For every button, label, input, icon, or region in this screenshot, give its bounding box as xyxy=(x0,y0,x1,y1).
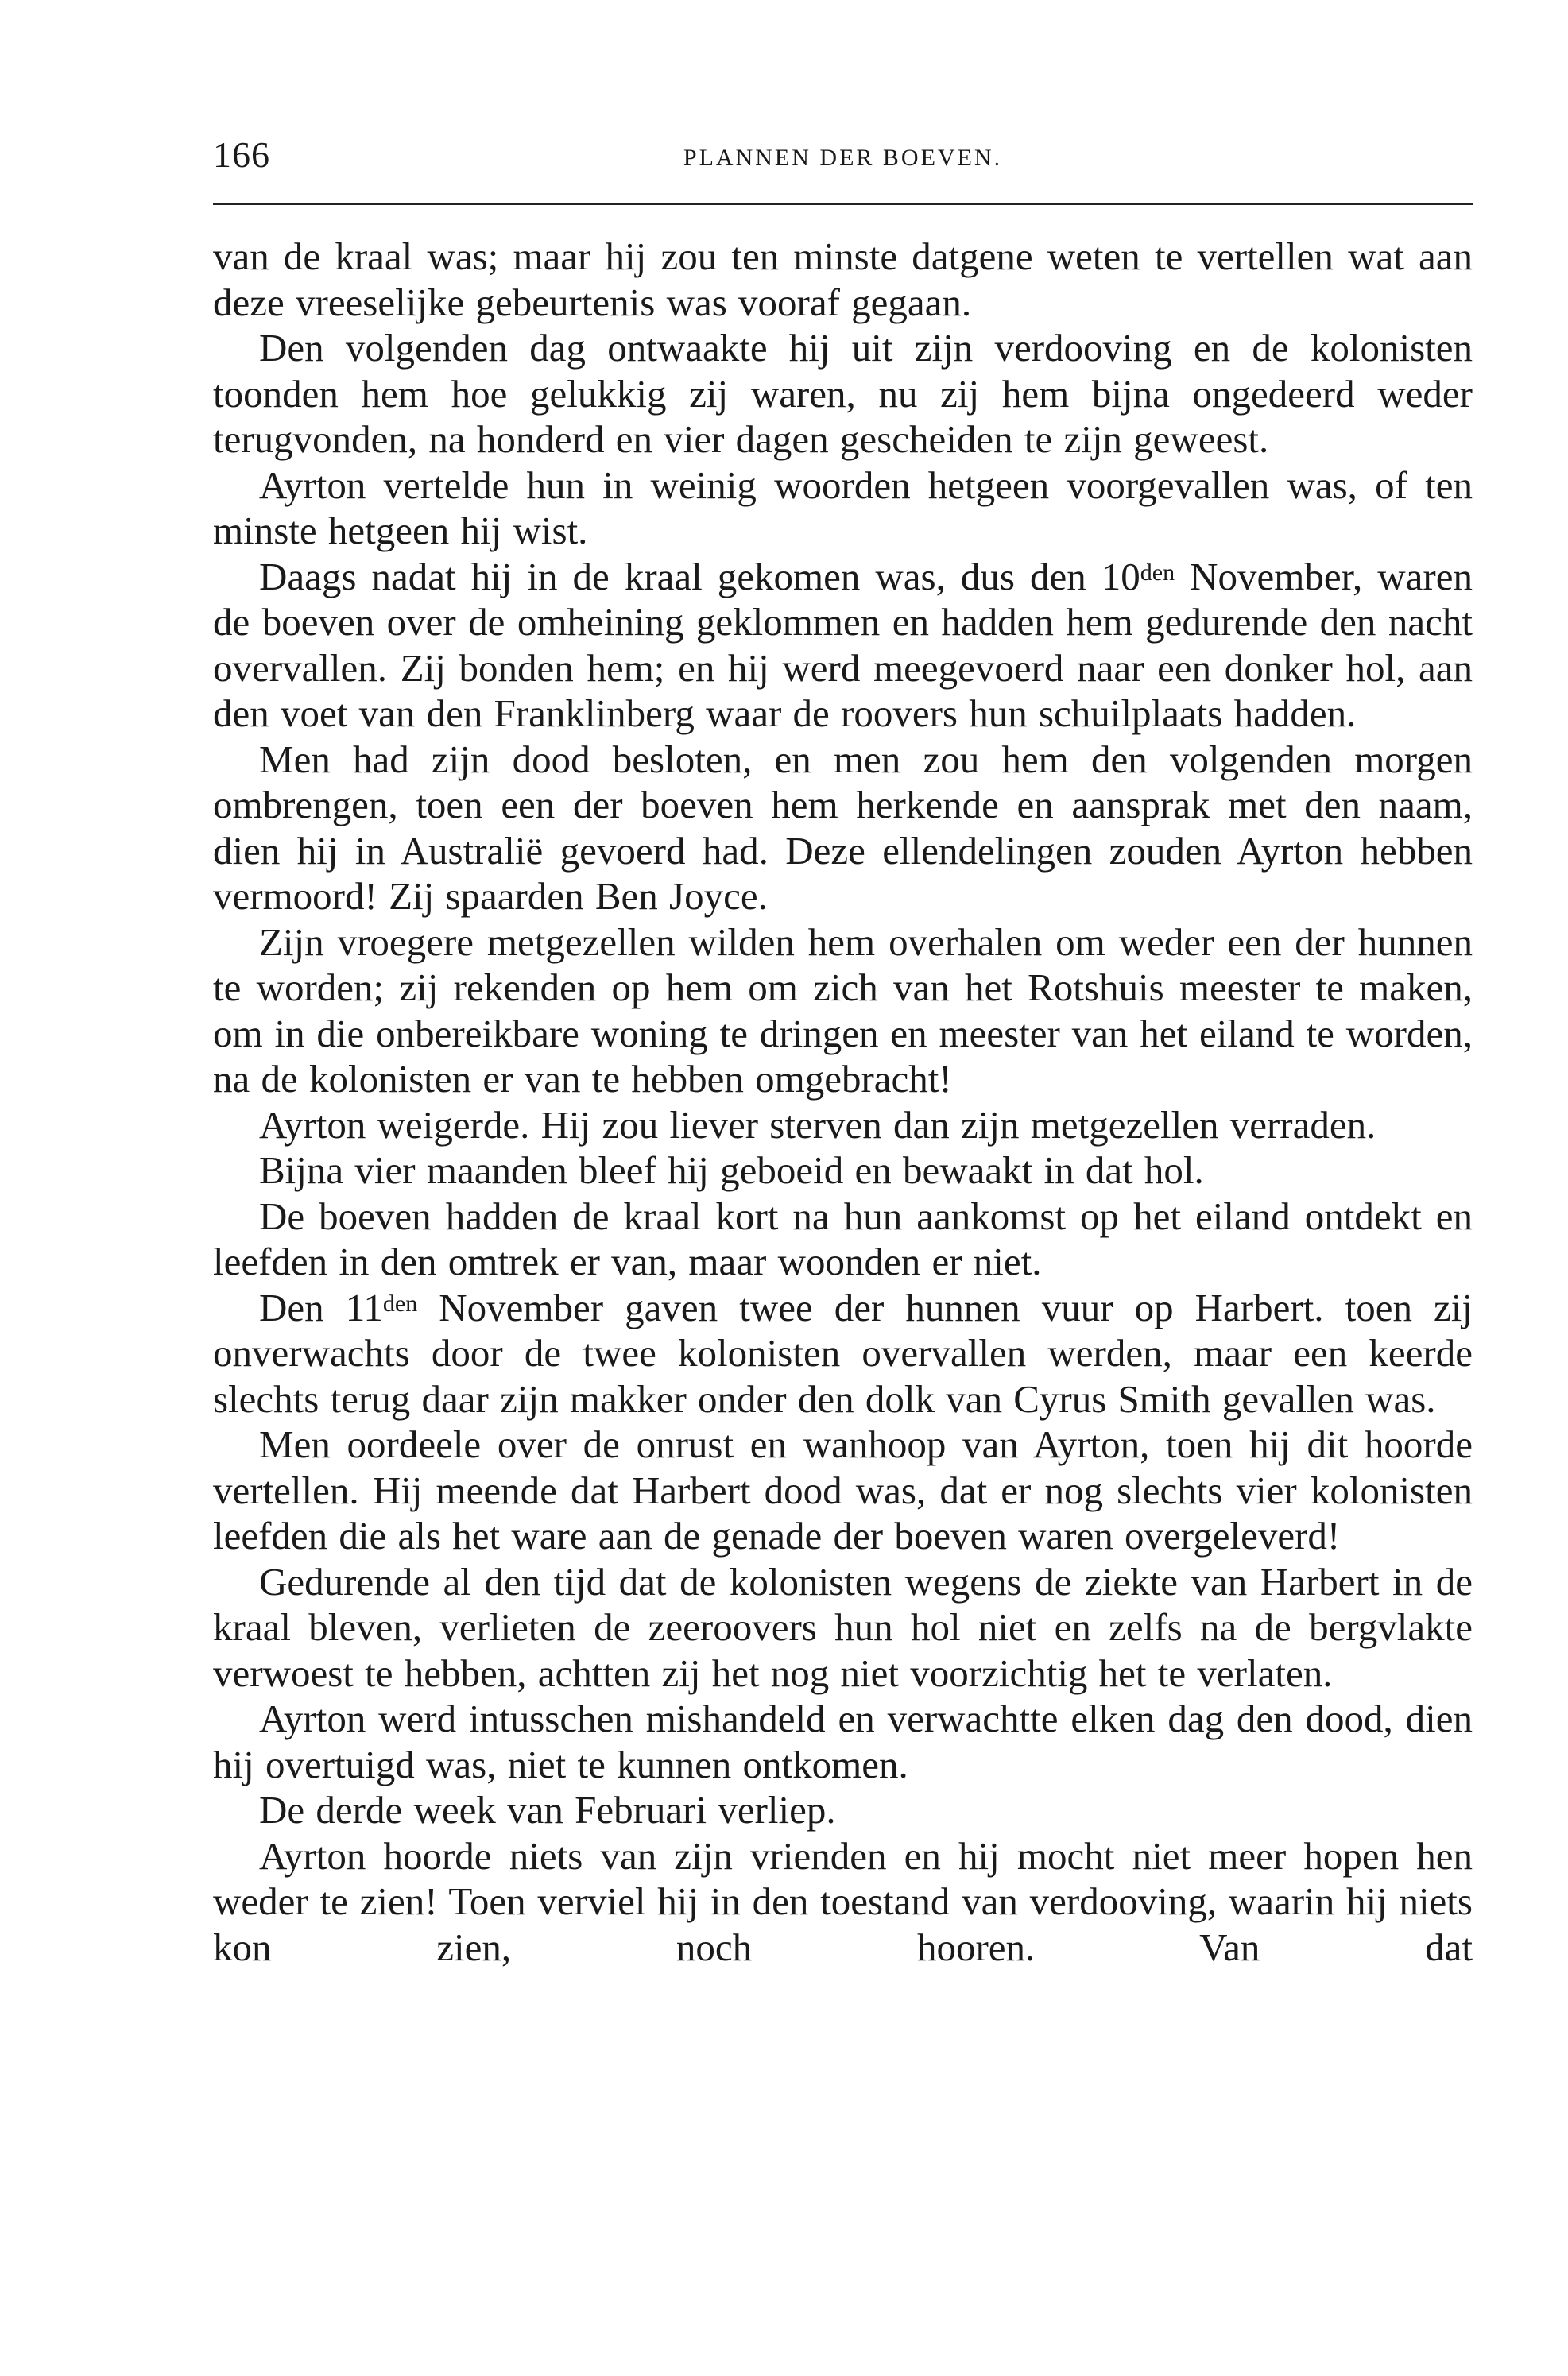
paragraph: Ayrton vertelde hun in weinig woorden hetgeen voorgevallen was, of ten minste hetgeen hij wist. xyxy=(213,462,1473,552)
paragraph-text: November gaven twee der hunnen vuur op Harbert. toen zij onverwachts door de twee kolonisten overvallen werden, maar een keerde slechts terug daar zijn makker onder den dolk van Cyrus Smith gevallen was. xyxy=(213,1285,1473,1421)
ordinal-suffix: den xyxy=(1140,559,1175,586)
header-rule xyxy=(213,203,1473,205)
paragraph xyxy=(213,1285,1473,1422)
ordinal-suffix: den xyxy=(382,1290,418,1317)
paragraph: De derde week van Februari verliep. xyxy=(259,1788,836,1832)
paragraph: Men oordeele over de onrust en wanhoop van Ayrton, toen hij dit hoorde vertellen. Hij meende dat Harbert dood was, dat er nog slechts vier kolonisten leefden die als het ware aan de genade der boeven waren overgeleverd! xyxy=(213,1422,1473,1558)
paragraph: De boeven hadden de kraal kort na hun aankomst op het eiland ontdekt en leefden in den omtrek er van, maar woonden er niet. xyxy=(213,1194,1473,1283)
running-title: PLANNEN DER BOEVEN. xyxy=(683,145,1003,171)
paragraph-text: November, waren de boeven over de omheining geklommen en hadden hem gedurende den nacht overvallen. Zij bonden hem; en hij werd meegevoerd naar een donker hol, aan den voet van den Franklinberg waar de roovers hun schuilplaats hadden. xyxy=(213,554,1473,735)
body-text xyxy=(213,234,1473,1970)
paragraph: Den volgenden dag ontwaakte hij uit zijn verdooving en de kolonisten toonden hem hoe gelukkig zij waren, nu zij hem bijna ongedeerd weder terugvonden, na honderd en vier dagen gescheiden te zijn geweest. xyxy=(213,326,1473,461)
book-page xyxy=(213,127,1473,1970)
paragraph: Ayrton hoorde niets van zijn vrienden en hij mocht niet meer hopen hen weder te zien! Toen verviel hij in den toestand van verdooving, waarin hij niets kon zien, noch hooren. Van dat xyxy=(213,1833,1473,1969)
paragraph: van de kraal was; maar hij zou ten minste datgene weten te vertellen wat aan deze vreeselijke gebeurtenis was vooraf gegaan. xyxy=(213,234,1473,324)
paragraph-text: Daags nadat hij in de kraal gekomen was, dus den 10 xyxy=(259,554,1140,598)
paragraph: Zijn vroegere metgezellen wilden hem overhalen om weder een der hunnen te worden; zij rekenden op hem om zich van het Rotshuis meester te maken, om in die onbereikbare woning te dringen en meester van het eiland te worden, na de kolonisten er van te hebben omgebracht! xyxy=(213,919,1473,1101)
paragraph: Ayrton werd intusschen mishandeld en verwachtte elken dag den dood, dien hij overtuigd was, niet te kunnen ontkomen. xyxy=(213,1697,1473,1786)
paragraph: Ayrton weigerde. Hij zou liever sterven dan zijn metgezellen verraden. xyxy=(259,1102,1376,1147)
paragraph: Gedurende al den tijd dat de kolonisten wegens de ziekte van Harbert in de kraal bleven, verlieten de zeeroovers hun hol niet en zelfs na de bergvlakte verwoest te hebben, achtten zij het nog niet voorzichtig het te verlaten. xyxy=(213,1559,1473,1695)
page-number: 166 xyxy=(213,134,270,175)
page-header xyxy=(213,127,1473,183)
paragraph xyxy=(213,554,1473,737)
paragraph: Bijna vier maanden bleef hij geboeid en bewaakt in dat hol. xyxy=(259,1148,1204,1192)
paragraph-text: Den 11 xyxy=(259,1285,383,1329)
paragraph: Men had zijn dood besloten, en men zou hem den volgenden morgen ombrengen, toen een der boeven hem herkende en aansprak met den naam, dien hij in Australië gevoerd had. Deze ellendelingen zouden Ayrton hebben vermoord! Zij spaarden Ben Joyce. xyxy=(213,737,1473,918)
